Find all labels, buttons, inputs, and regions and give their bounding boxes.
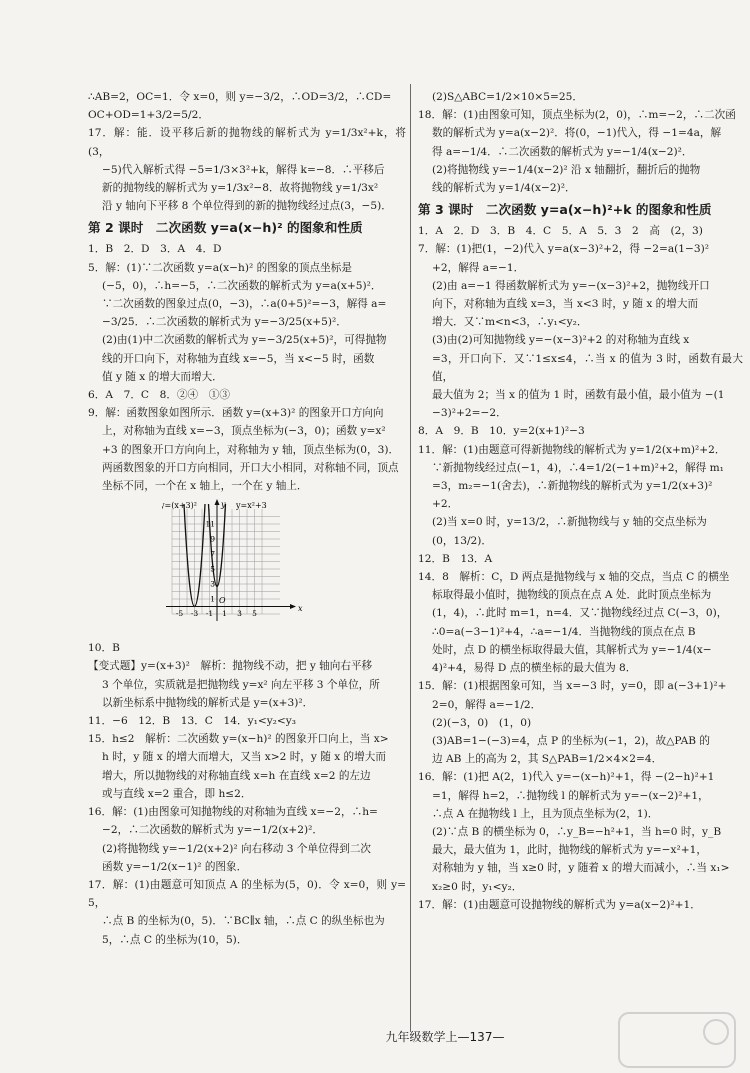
right-line: 12．B 13．A — [418, 552, 493, 565]
left-line: ∴AB=2，OC=1．令 x=0，则 y=−3/2，∴OD=3/2，∴CD= — [88, 91, 392, 103]
x-tick-label: -3 — [190, 609, 199, 619]
right-line: 17．解：(1)由题意可设抛物线的解析式为 y=a(x−2)²+1． — [418, 898, 701, 911]
right-line: (2)S△ABC=1/2×10×5=25． — [432, 91, 583, 103]
grid — [172, 509, 280, 614]
left-column — [88, 88, 406, 949]
right-line: =1，解得 h=2，∴抛物线 l 的解析式为 y=−(x−2)²+1， — [432, 789, 709, 802]
x-tick-label: -1 — [205, 609, 214, 619]
left-line: 上，对称轴为直线 x=−3，顶点坐标为(−3，0)；函数 y=x² — [102, 425, 386, 438]
x-tick-label: 1 — [222, 609, 227, 619]
left-line: 3 个单位，实质就是把抛物线 y=x² 向左平移 3 个单位，所 — [102, 678, 380, 691]
right-line: 14．8 解析：C，D 两点是抛物线与 x 轴的交点，当点 C 的横坐 — [418, 571, 730, 584]
right-line: +2，解得 a=−1． — [432, 261, 525, 274]
left-line: −3/25．∴二次函数的解析式为 y=−3/25(x+5)²． — [102, 316, 347, 329]
y-tick-label: 9 — [210, 534, 215, 544]
right-line: 18．解：(1)由图象可知，顶点坐标为(2，0)，∴m=−2，∴二次函 — [418, 109, 736, 122]
left-line: 以新坐标系中抛物线的解析式是 y=(x+3)²． — [102, 696, 314, 709]
right-line: 得 a=−1/4．∴二次函数的解析式为 y=−1/4(x−2)²． — [432, 145, 693, 158]
y-axis-arrow — [215, 499, 220, 505]
left-line: −5)代入解析式得 −5=1/3×3²+k，解得 k=−8．∴平移后 — [102, 163, 385, 176]
x-tick-label: 5 — [252, 609, 257, 619]
right-line: ∴0=a(−3−1)²+4，∴a=−1/4．当抛物线的顶点在点 B — [432, 625, 696, 638]
y-tick-label: 7 — [210, 549, 215, 559]
right-line: 边 AB 上的高为 2，其 S△PAB=1/2×4×2=4． — [432, 753, 663, 766]
left-line: 17．解：(1)由题意可知顶点 A 的坐标为(5，0)．令 x=0，则 y=5， — [88, 878, 406, 910]
right-line: (1，4)，∴此时 m=1，n=4．又∵抛物线经过点 C(−3，0)， — [432, 607, 728, 620]
left-line: 增大，所以抛物线的对称轴直线 x=h 在直线 x=2 的左边 — [102, 769, 371, 782]
right-line: 7．解：(1)把(1，−2)代入 y=a(x−3)²+2，得 −2=a(1−3)² — [418, 243, 710, 256]
left-line: 9．解：函数图象如图所示．函数 y=(x+3)² 的图象开口方向向 — [88, 407, 384, 420]
right-line: +2． — [432, 498, 459, 511]
right-line: ∴点 A 在抛物线 l 上，且为顶点坐标为(2，1)． — [432, 807, 659, 820]
left-line: −2，∴二次函数的解析式为 y=−1/2(x+2)²． — [102, 824, 323, 837]
left-line: 新的抛物线的解析式为 y=1/3x²−8．故将抛物线 y=1/3x² — [102, 182, 379, 195]
right-line: 标取得最小值时，抛物线的顶点在点 A 处．此时顶点坐标为 — [432, 589, 712, 602]
left-line: 两函数图象的开口方向相同，开口大小相同，对称轴不同，顶点 — [102, 461, 399, 474]
left-line: 沿 y 轴向下平移 8 个单位得到的新的抛物线经过点(3，−5)． — [102, 200, 392, 213]
left-line: 或与直线 x=2 重合，即 h≤2． — [102, 787, 252, 800]
left-line: h 时，y 随 x 的增大而增大，又当 x>2 时，y 随 x 的增大而 — [102, 751, 386, 764]
x-tick-label: -5 — [175, 609, 184, 619]
y-axis-label: y — [221, 500, 226, 510]
right-line: (2)∵点 B 的横坐标为 0，∴y_B=−h²+1，当 h=0 时，y_B — [432, 825, 722, 838]
curve-label-b: y=x²+3 — [236, 501, 267, 511]
left-line: 15．h≤2 解析：二次函数 y=(x−h)² 的图象开口向上，当 x> — [88, 733, 389, 746]
right-column — [418, 88, 743, 914]
right-line: 4)²+4，易得 D 点的横坐标的最大值为 8． — [432, 662, 637, 675]
left-line: 值 y 随 x 的增大而增大． — [102, 370, 223, 383]
right-line: 数的解析式为 y=a(x−2)²．将(0，−1)代入，得 −1=4a，解 — [432, 127, 722, 140]
section-heading-lesson-3: 第 3 课时 二次函数 y=a(x−h)²+k 的图象和性质 — [418, 202, 712, 218]
right-line: 15．解：(1)根据图象可知，当 x=−3 时，y=0，即 a(−3+1)²+ — [418, 680, 727, 693]
right-line: x₂≥0 时，y₁<y₂． — [432, 880, 523, 893]
right-line: ∵新抛物线经过点(−1，4)，∴4=1/2(−1+m)²+2，解得 m₁ — [432, 461, 724, 474]
right-line: (0，13/2)． — [432, 534, 492, 547]
right-line: 11．解：(1)由题意可得新抛物线的解析式为 y=1/2(x+m)²+2． — [418, 443, 726, 456]
right-line: (2)将抛物线 y=−1/4(x−2)² 沿 x 轴翻折，翻折后的抛物 — [432, 163, 701, 176]
right-line: 2=0，解得 a=−1/2． — [432, 698, 542, 711]
right-line: =3，开口向下．又∵1≤x≤4，∴当 x 的值为 3 时，函数有最大值， — [432, 352, 743, 383]
column-divider — [410, 84, 411, 1032]
right-line: 1．A 2．D 3．B 4．C 5．A 5．3 2 高 (2，3) — [418, 225, 703, 238]
right-line: 最大值为 2；当 x 的值为 1 时，函数有最小值，最小值为 −(1 — [432, 389, 725, 402]
section-heading-lesson-2: 第 2 课时 二次函数 y=a(x−h)² 的图象和性质 — [88, 220, 363, 236]
right-line: 处时，点 D 的横坐标取得最大值，其解析式为 y=−1/4(x− — [432, 643, 712, 656]
right-line: 16．解：(1)把 A(2，1)代入 y=−(x−h)²+1，得 −(2−h)²+1 — [418, 771, 715, 784]
curve-label-a: y=(x+3)² — [162, 501, 197, 511]
left-line: 【变式题】y=(x+3)² 解析：抛物线不动，把 y 轴向右平移 — [88, 660, 373, 673]
left-line: ∵二次函数的图象过点(0，−3)，∴a(0+5)²=−3，解得 a= — [102, 298, 387, 311]
left-line: 16．解：(1)由图象可知抛物线的对称轴为直线 x=−2，∴h= — [88, 806, 378, 819]
left-line: 线的开口向下，对称轴为直线 x=−5，当 x<−5 时，函数 — [102, 352, 375, 365]
right-line: 最大，最大值为 1，此时，抛物线的解析式为 y=−x²+1， — [432, 844, 707, 857]
left-line: 1．B 2．D 3．A 4．D — [88, 243, 222, 256]
left-line: (2)将抛物线 y=−1/2(x+2)² 向右移动 3 个单位得到二次 — [102, 842, 372, 855]
left-line: (2)由(1)中二次函数的解析式为 y=−3/25(x+5)²，可得抛物 — [102, 334, 387, 347]
y-tick-label: 5 — [210, 564, 215, 574]
left-line: +3 的图象开口方向向上，对称轴为 y 轴，顶点坐标为(0，3)． — [102, 443, 400, 456]
x-axis-label: x — [298, 604, 303, 614]
y-tick-label: 1 — [210, 594, 215, 604]
y-tick-label: 11 — [205, 519, 215, 529]
left-line: 10．B — [88, 642, 120, 655]
right-line: 向下，对称轴为直线 x=3，当 x<3 时，y 随 x 的增大而 — [432, 298, 699, 311]
parabola-graph — [162, 499, 322, 629]
right-line: 线的解析式为 y=1/4(x−2)²． — [432, 182, 576, 195]
right-line: −3)²+2=−2． — [432, 407, 507, 420]
right-line: (3)由(2)可知抛物线 y=−(x−3)²+2 的对称轴为直线 x — [432, 334, 690, 347]
left-line: 5．解：(1)∵二次函数 y=a(x−h)² 的图象的顶点坐标是 — [88, 261, 352, 274]
left-line: 11．−6 12．B 13．C 14．y₁<y₂<y₃ — [88, 715, 297, 728]
x-axis-arrow — [290, 604, 296, 609]
x-tick-labels — [176, 609, 257, 618]
left-line: 17．解：能．设平移后新的抛物线的解析式为 y=1/3x²+k，将(3， — [88, 127, 406, 158]
left-line: 6．A 7．C 8．②④ ①③ — [88, 389, 230, 402]
right-line: (2)当 x=0 时，y=13/2，∴新抛物线与 y 轴的交点坐标为 — [432, 516, 707, 529]
right-line: 增大．又∵m<n<3，∴y₁<y₂． — [432, 316, 588, 329]
right-line: 对称轴为 y 轴，当 x≥0 时，y 随着 x 的增大而减小，∴当 x₁> — [432, 862, 730, 875]
left-line: 坐标不同，一个在 x 轴上，一个在 y 轴上． — [102, 480, 308, 493]
right-line: (2)由 a=−1 得函数解析式为 y=−(x−3)²+2，抛物线开口 — [432, 279, 710, 292]
left-line: 5，∴点 C 的坐标为(10，5)． — [102, 933, 248, 946]
origin-label: O — [219, 596, 226, 606]
right-line: 8．A 9．B 10．y=2(x+1)²−3 — [418, 425, 585, 438]
right-line: =3，m₂=−1(舍去)，∴新抛物线的解析式为 y=1/2(x+3)² — [432, 480, 713, 493]
right-line: (3)AB=1−(−3)=4，点 P 的坐标为(−1，2)，故△PAB 的 — [432, 734, 710, 747]
x-tick-label: 3 — [237, 609, 242, 619]
left-line: 函数 y=−1/2(x−1)² 的图象． — [102, 860, 248, 873]
right-line: (2)(−3，0) (1，0) — [432, 716, 532, 729]
left-line: ∴点 B 的坐标为(0，5)．∵BC∥x 轴，∴点 C 的纵坐标也为 — [102, 915, 385, 928]
y-tick-label: 3 — [210, 579, 215, 589]
left-line: (−5，0)，∴h=−5，∴二次函数的解析式为 y=a(x+5)²． — [102, 279, 382, 292]
page-number: 九年级数学上—137— — [385, 1030, 505, 1044]
left-line: OC+OD=1+3/2=5/2． — [88, 109, 209, 122]
watermark-logo — [618, 1012, 736, 1068]
